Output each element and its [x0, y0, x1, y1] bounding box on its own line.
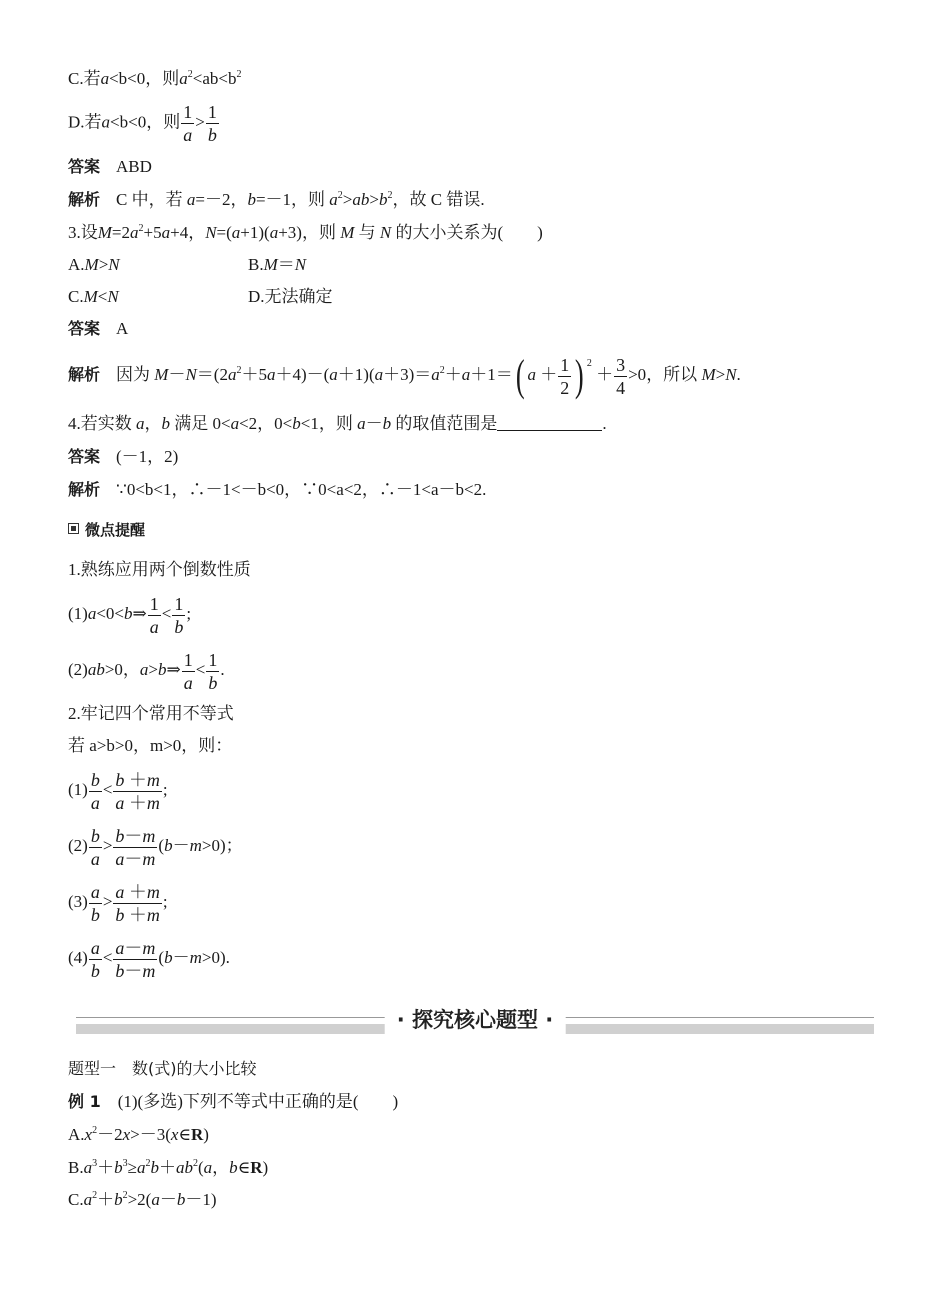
section-banner [76, 1006, 874, 1036]
q3-analysis: 解析 因为 $M-N=(2a^2+5a+4)-(a+1)(a+3)=a^2+a+1=$( a ＋ $\frac{1}{2}$ ) $^2$ ＋ $\frac{3}{4}$ >0，所以 M>N. [68, 351, 741, 401]
q3-option-d: D.无法确定 [248, 287, 333, 306]
q3-option-c: C.M<N [68, 287, 119, 306]
ineq-4: (4) $\frac{a}{b}$ < $\frac{a-m}{b-m}$ (b－m>0). [68, 937, 230, 981]
example-opt-b: $B.a^3+b^3\ge a^2b+ab^2(a$，b∈R) [68, 1158, 269, 1177]
tip-formula-2: (2)ab>0，a>b⇒ $\frac{1}{a}$ < $\frac{1}{b}$ . [68, 649, 225, 693]
tip-formula-1: (1)a<0<b⇒ $\frac{1}{a}$ < $\frac{1}{b}$ ; [68, 593, 192, 637]
q4-answer: 答案 (－1，2) [68, 447, 179, 466]
tip-icon [68, 523, 79, 534]
example-1: 例 1 (1)(多选)下列不等式中正确的是( ) [68, 1092, 399, 1111]
q2-analysis: 解析 C 中，若 a=－2，b=－1，则 $a^2>ab>b^2$，故 C 错误. [68, 190, 485, 209]
type1-title: 题型一 数(式)的大小比较 [68, 1059, 257, 1078]
tip-item-1: 1.熟练应用两个倒数性质 [68, 560, 251, 579]
tip-header: 微点提醒 [68, 519, 145, 541]
section-title: · 探究核心题型 · [385, 1004, 566, 1034]
tip-item-2: 2.牢记四个常用不等式 [68, 704, 234, 723]
q4-analysis: 解析 ∵0<b<1，∴－1<－b<0，∵0<a<2，∴－1<a－b<2. [68, 480, 487, 499]
option-d: D.若a<b<0，则 $\frac{1}{a}$ > $\frac{1}{b}$ [68, 102, 217, 145]
q3-stem: 3.设$M=2a^2+5a+4$，N=(a+1)(a+3)，则 M 与 N 的大小关系为( ) [68, 223, 543, 242]
ineq-3: (3) $\frac{a}{b}$ > $\frac{a +m}{b +m}$ ; [68, 881, 168, 925]
q3-option-b: B.M＝N [248, 255, 307, 274]
option-c: C.若a<b<0，则$a^2<ab<b^2$ [68, 69, 242, 88]
tip-condition: 若 a>b>0，m>0，则： [68, 736, 233, 755]
ineq-1: (1) $\frac{b}{a}$ < $\frac{b +m}{a +m}$ ; [68, 769, 168, 813]
q4-stem: 4.若实数 a，b 满足 0<a<2，0<b<1，则 a－b 的取值范围是 . [68, 414, 607, 433]
example-opt-c: $C.a^2+b^2>2(a-b-1)$ [68, 1190, 217, 1209]
example-opt-a: $A.x^2-2x>-3(x\in R)$ [68, 1125, 209, 1144]
answer-blank [497, 416, 602, 431]
q2-answer: 答案 ABD [68, 157, 152, 176]
ineq-2: (2) $\frac{b}{a}$ > $\frac{b-m}{a-m}$ (b－m>0)； [68, 825, 243, 869]
q3-option-a: A.M>N [68, 255, 120, 274]
q3-answer: 答案 A [68, 319, 129, 338]
